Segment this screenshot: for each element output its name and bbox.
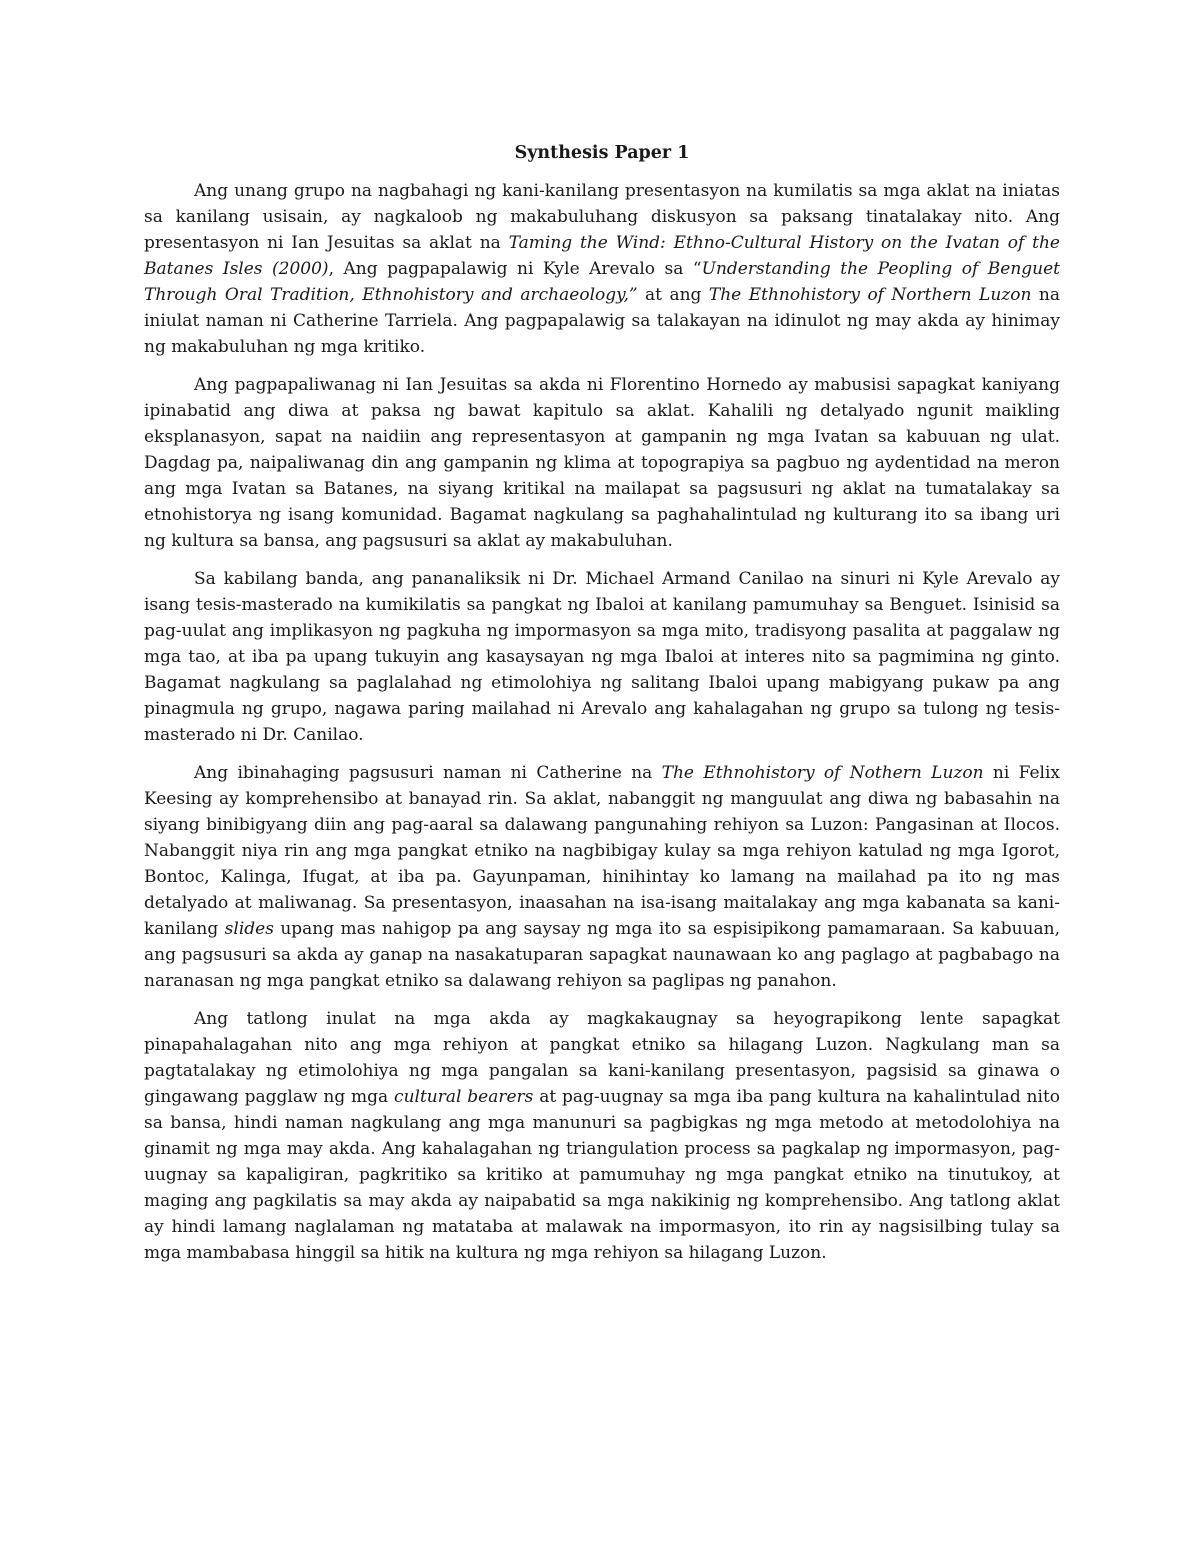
text-run: at ang (637, 285, 709, 305)
italic-text: The Ethnohistory of Northern Luzon (708, 285, 1032, 305)
italic-text: Understanding the Peopling of Benguet Through Oral Tradition, Ethnohistory and archaeology,” (144, 259, 1060, 305)
text-run: , Ang pagpapalawig ni Kyle Arevalo sa “ (328, 259, 702, 279)
text-run: Sa kabilang banda, ang pananaliksik ni Dr. Michael Armand Canilao na sinuri ni Kyle Arevalo ay isang tesis-masterado na kumikilatis sa pangkat ng Ibaloi at kanilang pamumuhay sa Benguet. Isinisid sa pag-uulat ang implikasyon ng pagkuha ng impormasyon sa mga mito, tradisyong pasalita at paggalaw ng mga tao, at iba pa upang tukuyin ang kasaysayan ng mga Ibaloi at interes nito sa pagmimina ng ginto. Bagamat nagkulang sa paglalahad ng etimolohiya ng salitang Ibaloi upang mabigyang pukaw pa ang pinagmula ng grupo, nagawa paring mailahad ni Arevalo ang kahalagahan ng grupo sa tulong ng tesis-masterado ni Dr. Canilao. (144, 569, 1060, 745)
paragraph-1 (144, 178, 1060, 360)
text-run: Ang tatlong inulat na mga akda ay magkakaugnay sa heyograpikong lente sapagkat pinapahalagahan nito ang mga rehiyon at pangkat etniko sa hilagang Luzon. Nagkulang man sa pagtatalakay ng etimolohiya ng mga pangalan sa kani-kanilang presentasyon, pagsisid sa ginawa o gingawang pagglaw ng mga (144, 1009, 1060, 1107)
paragraph-5 (144, 1006, 1060, 1266)
italic-text: The Ethnohistory of Nothern Luzon (661, 763, 984, 783)
document-title: Synthesis Paper 1 (514, 143, 690, 163)
italic-text: cultural bearers (394, 1087, 534, 1107)
paragraph-3 (144, 566, 1060, 748)
italic-text: slides (224, 919, 274, 939)
document-page (144, 140, 1060, 1278)
text-run: upang mas nahigop pa ang saysay ng mga ito sa espisipikong pamamaraan. Sa kabuuan, ang pagsusuri sa akda ay ganap na nasakatuparan sapagkat naunawaan ko ang paglago at pagbabago na naranasan ng mga pangkat etniko sa dalawang rehiyon sa paglipas ng panahon. (144, 919, 1060, 991)
text-run: Ang pagpapaliwanag ni Ian Jesuitas sa akda ni Florentino Hornedo ay mabusisi sapagkat kaniyang ipinabatid ang diwa at paksa ng bawat kapitulo sa aklat. Kahalili ng detalyado ngunit maikling eksplanasyon, sapat na naidiin ang representasyon at gampanin ng mga Ivatan sa kabuuan ng ulat. Dagdag pa, naipaliwanag din ang gampanin ng klima at topograpiya sa pagbuo ng aydentidad na meron ang mga Ivatan sa Batanes, na siyang kritikal na mailapat sa pagsusuri ng aklat na tumatalakay sa etnohistorya ng isang komunidad. Bagamat nagkulang sa paghahalintulad ng kulturang ito sa ibang uri ng kultura sa bansa, ang pagsusuri sa aklat ay makabuluhan. (144, 375, 1060, 551)
text-run: at pag-uugnay sa mga iba pang kultura na kahalintulad nito sa bansa, hindi naman nagkulang ang mga manunuri sa pagbigkas ng mga metodo at metodolohiya na ginamit ng mga may akda. Ang kahalagahan ng triangulation process sa pagkalap ng impormasyon, pag-uugnay sa kapaligiran, pagkritiko sa kritiko at pamumuhay ng mga pangkat etniko na tinutukoy, at maging ang pagkilatis sa may akda ay naipabatid sa mga nakikinig ng komprehensibo. Ang tatlong aklat ay hindi lamang naglalaman ng matataba at malawak na impormasyon, ito rin ay nagsisilbing tulay sa mga mambabasa hinggil sa hitik na kultura ng mga rehiyon sa hilagang Luzon. (144, 1087, 1061, 1263)
text-run: Ang ibinahaging pagsusuri naman ni Catherine na (194, 763, 662, 783)
italic-text: Taming the Wind: Ethno-Cultural History on the Ivatan of the Batanes Isles (2000) (144, 233, 1060, 279)
paragraph-4 (144, 760, 1060, 994)
text-run: Ang unang grupo na nagbahagi ng kani-kanilang presentasyon na kumilatis sa mga aklat na iniatas sa kanilang usisain, ay nagkaloob ng makabuluhang diskusyon sa paksang tinatalakay nito. Ang presentasyon ni Ian Jesuitas sa aklat na (144, 181, 1060, 253)
text-run: na iniulat naman ni Catherine Tarriela. Ang pagpapalawig sa talakayan na idinulot ng may akda ay hinimay ng makabuluhan ng mga kritiko. (144, 285, 1060, 357)
text-run: ni Felix Keesing ay komprehensibo at banayad rin. Sa aklat, nabanggit ng manguulat ang diwa ng babasahin na siyang binibigyang diin ang pag-aaral sa dalawang pangunahing rehiyon sa Luzon: Pangasinan at Ilocos. Nabanggit niya rin ang mga pangkat etniko na nagbibigay kulay sa mga rehiyon katulad ng mga Igorot, Bontoc, Kalinga, Ifugat, at iba pa. Gayunpaman, hinihintay ko lamang na mailahad pa ito ng mas detalyado at maliwanag. Sa presentasyon, inaasahan na isa-isang maitalakay ang mga kabanata sa kani-kanilang (144, 763, 1060, 939)
paragraph-2 (144, 372, 1060, 554)
